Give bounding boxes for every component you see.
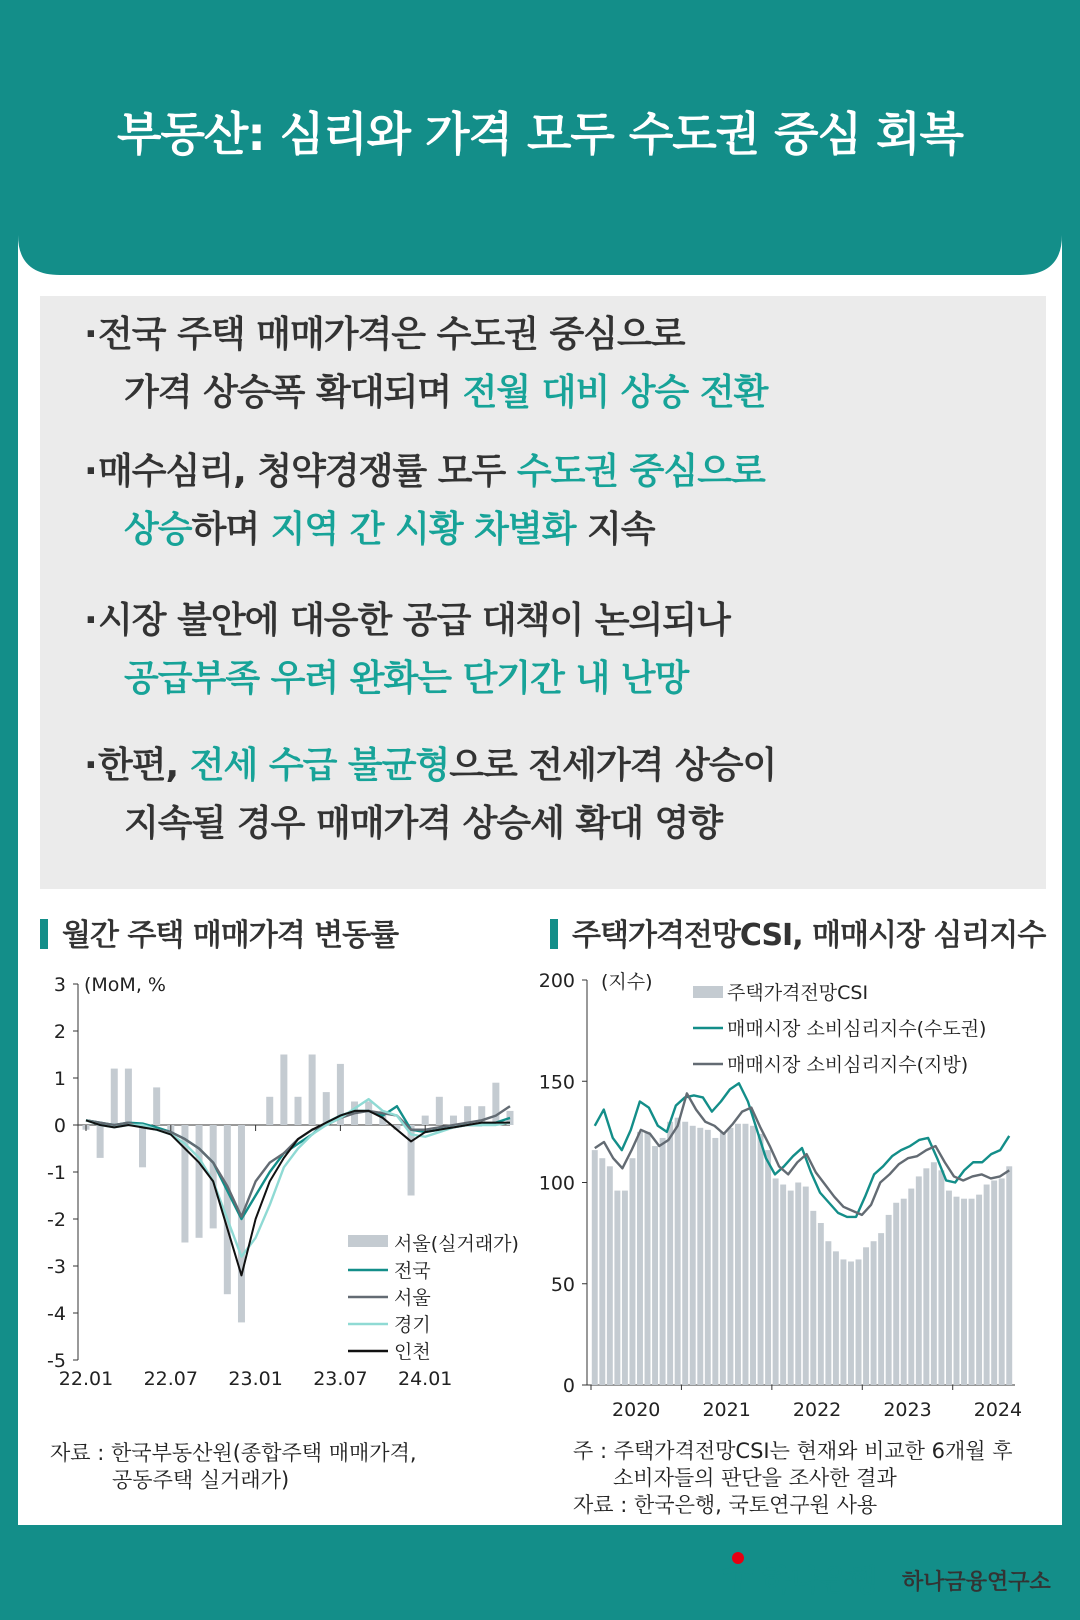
legend-label: 서울	[394, 1287, 431, 1309]
bar-seoul-transaction	[196, 1125, 203, 1238]
bar-seoul-transaction	[280, 1055, 287, 1126]
x-tick-label: 2024	[973, 1399, 1023, 1421]
bar-csi	[916, 1176, 922, 1385]
chart-1-title	[40, 910, 398, 954]
bar-csi	[675, 1118, 681, 1385]
bullet-text: 으로 전세가격 상승이	[449, 745, 777, 786]
footer-bank-name: 하나은행	[762, 1564, 878, 1599]
unit-label: (MoM, %	[84, 974, 166, 996]
bullet-highlight: 지역 간 시황 차별화	[270, 509, 576, 550]
bar-csi	[599, 1158, 605, 1385]
bullet-text: 하며	[191, 509, 271, 550]
bullet-text: 한편,	[98, 745, 190, 786]
legend-label: 서울(실거래가)	[394, 1233, 519, 1255]
bar-csi	[705, 1130, 711, 1385]
bullet-highlight: 공급부족 우려 완화는 단기간 내 난망	[124, 658, 689, 699]
x-tick-label: 22.01	[58, 1368, 114, 1390]
bar-seoul-transaction	[153, 1087, 160, 1125]
bar-seoul-transaction	[323, 1092, 330, 1125]
bar-seoul-transaction	[266, 1097, 273, 1125]
bar-csi	[622, 1191, 628, 1385]
bullet-text: 지속	[575, 509, 655, 550]
bar-csi	[840, 1259, 846, 1385]
chart-2-title	[550, 910, 1045, 954]
page-title: 부동산: 심리와 가격 모두 수도권 중심 회복	[117, 107, 963, 161]
bar-csi	[976, 1195, 982, 1385]
bullet-highlight: 전세 수급 불균형	[189, 745, 450, 786]
source-line: 자료 : 한국은행, 국토연구원 사용	[573, 1493, 878, 1517]
bullet-2-line-2	[98, 501, 765, 559]
x-tick-label: 2023	[883, 1399, 932, 1421]
source-line: 공동주택 실거래가)	[112, 1468, 290, 1492]
legend-label: 전국	[394, 1260, 431, 1282]
bar-csi	[923, 1168, 929, 1385]
legend-swatch	[693, 986, 723, 998]
bullet-1-line-2	[98, 364, 767, 422]
bar-csi	[833, 1251, 839, 1385]
bullet-2: · 매수심리, 청약경쟁률 모두 수도권 중심으로 상승하며 지역 간 시황 차별화 지속	[98, 443, 765, 559]
chart-2-source	[573, 1438, 1013, 1519]
bar-csi	[810, 1211, 816, 1385]
bar-csi	[863, 1247, 869, 1385]
bar-csi	[803, 1187, 809, 1385]
bar-csi	[901, 1199, 907, 1385]
y-tick-label: 200	[538, 970, 575, 992]
bar-csi	[758, 1134, 764, 1385]
bar-seoul-transaction	[97, 1125, 104, 1158]
bar-csi	[629, 1158, 635, 1385]
bullet-1: · 전국 주택 매매가격은 수도권 중심으로 가격 상승폭 확대되며 전월 대비 상승 전환	[98, 306, 767, 422]
title-bar	[550, 919, 558, 949]
bar-csi	[697, 1128, 703, 1385]
bar-csi	[999, 1178, 1005, 1385]
bar-csi	[727, 1128, 733, 1385]
bar-csi	[690, 1126, 696, 1385]
bar-seoul-transaction	[125, 1069, 132, 1125]
bar-csi	[682, 1122, 688, 1385]
bar-csi	[984, 1185, 990, 1385]
y-tick-label: 100	[538, 1172, 575, 1195]
bar-csi	[878, 1233, 884, 1385]
x-tick-label: 2022	[792, 1399, 842, 1421]
bar-csi	[652, 1146, 658, 1385]
bullet-text: 지속될 경우 매매가격 상승세 확대 영향	[124, 803, 723, 844]
bar-csi	[969, 1199, 975, 1385]
bullet-text: 전국 주택 매매가격은 수도권 중심으로	[98, 314, 685, 355]
bullet-4-line-2	[98, 795, 776, 853]
bullet-text: 가격 상승폭 확대되며	[124, 372, 463, 413]
bar-csi	[712, 1138, 718, 1385]
bar-csi	[954, 1197, 960, 1385]
bullet-3-line-1	[98, 592, 730, 650]
source-line: 자료 : 한국부동산원(종합주택 매매가격,	[50, 1441, 417, 1465]
bar-csi	[1006, 1166, 1012, 1385]
bar-csi	[720, 1132, 726, 1385]
chart-title-text: 월간 주택 매매가격 변동률	[62, 918, 399, 953]
legend-label: 경기	[394, 1314, 431, 1336]
bullet-4-line-1	[98, 737, 776, 795]
bar-csi	[788, 1191, 794, 1385]
bar-csi	[825, 1241, 831, 1385]
bar-seoul-transaction	[422, 1116, 429, 1125]
bar-csi	[660, 1138, 666, 1385]
y-tick-label: -4	[47, 1303, 66, 1325]
y-tick-label: 3	[53, 974, 66, 996]
bullet-1-line-1	[98, 306, 767, 364]
bar-csi	[991, 1180, 997, 1385]
y-tick-label: -5	[47, 1350, 66, 1372]
title-bar	[40, 919, 48, 949]
bar-seoul-transaction	[139, 1125, 146, 1167]
bar-csi	[871, 1241, 877, 1385]
bar-seoul-transaction	[365, 1102, 372, 1126]
y-tick-label: -3	[47, 1256, 66, 1278]
bullet-4: · 한편, 전세 수급 불균형으로 전세가격 상승이 지속될 경우 매매가격 상승세 확대 영향	[98, 737, 776, 853]
bullet-2-line-1	[98, 443, 765, 501]
bullet-text: 매수심리, 청약경쟁률 모두	[98, 451, 517, 492]
legend-label: 인천	[394, 1341, 431, 1363]
bullet-text: 시장 불안에 대응한 공급 대책이 논의되나	[98, 600, 730, 641]
y-tick-label: -1	[47, 1162, 66, 1184]
bar-csi	[667, 1122, 673, 1385]
hana-logo-icon	[718, 1550, 758, 1594]
chart-2	[538, 960, 1065, 1440]
bullet-highlight: 상승	[124, 509, 192, 550]
bar-seoul-transaction	[238, 1125, 245, 1322]
bar-csi	[607, 1166, 613, 1385]
bar-csi	[908, 1189, 914, 1385]
source-line: 주 : 주택가격전망CSI는 현재와 비교한 6개월 후	[573, 1439, 1013, 1463]
chart-1	[30, 960, 550, 1440]
bar-csi	[780, 1185, 786, 1385]
legend-label: 주택가격전망CSI	[727, 982, 869, 1004]
bar-seoul-transaction	[111, 1069, 118, 1125]
legend-label: 매매시장 소비심리지수(수도권)	[727, 1018, 987, 1040]
bar-csi	[614, 1191, 620, 1385]
legend-label: 매매시장 소비심리지수(지방)	[727, 1054, 969, 1076]
chart-title-text: 주택가격전망CSI, 매매시장 심리지수	[572, 918, 1046, 953]
legend-swatch	[348, 1235, 388, 1247]
y-tick-label: 50	[550, 1273, 575, 1296]
y-tick-label: 1	[53, 1068, 66, 1090]
bar-seoul-transaction	[295, 1097, 302, 1125]
bar-csi	[592, 1150, 598, 1385]
bar-csi	[856, 1259, 862, 1385]
bar-csi	[637, 1132, 643, 1385]
x-tick-label: 22.07	[143, 1368, 199, 1390]
bar-csi	[735, 1124, 741, 1385]
y-tick-label: 2	[53, 1021, 66, 1043]
bar-csi	[818, 1223, 824, 1385]
bar-csi	[795, 1183, 801, 1386]
bar-seoul-transaction	[436, 1097, 443, 1125]
bullet-highlight: 전월 대비 상승 전환	[462, 372, 768, 413]
y-tick-label: 0	[562, 1375, 575, 1397]
x-tick-label: 2020	[612, 1399, 661, 1421]
bar-csi	[893, 1203, 899, 1385]
footer-institute-name: 하나금융연구소	[902, 1570, 1051, 1595]
x-tick-label: 23.07	[313, 1368, 368, 1390]
y-tick-label: -2	[47, 1209, 66, 1231]
x-tick-label: 23.01	[228, 1368, 283, 1390]
bullet-3: · 시장 불안에 대응한 공급 대책이 논의되나 공급부족 우려 완화는 단기간 내 난망	[98, 592, 730, 708]
bar-seoul-transaction	[309, 1055, 316, 1126]
bullet-3-line-2	[98, 650, 730, 708]
bar-csi	[743, 1124, 749, 1385]
bar-csi	[645, 1132, 651, 1385]
unit-label: (지수)	[601, 971, 653, 993]
bar-seoul-transaction	[492, 1083, 499, 1125]
bar-csi	[750, 1126, 756, 1385]
bar-csi	[938, 1170, 944, 1385]
bullet-highlight: 수도권 중심으로	[516, 451, 765, 492]
y-tick-label: 150	[538, 1071, 575, 1094]
bar-csi	[765, 1150, 771, 1385]
bar-csi	[848, 1261, 854, 1385]
bar-csi	[961, 1199, 967, 1385]
x-tick-label: 24.01	[397, 1368, 453, 1390]
bar-csi	[773, 1178, 779, 1385]
chart-1-source	[50, 1440, 417, 1494]
source-line: 소비자들의 판단을 조사한 결과	[613, 1466, 897, 1490]
bar-csi	[886, 1215, 892, 1385]
bar-csi	[931, 1162, 937, 1385]
y-tick-label: 0	[53, 1115, 66, 1137]
bar-csi	[946, 1191, 952, 1385]
x-tick-label: 2021	[702, 1399, 751, 1421]
